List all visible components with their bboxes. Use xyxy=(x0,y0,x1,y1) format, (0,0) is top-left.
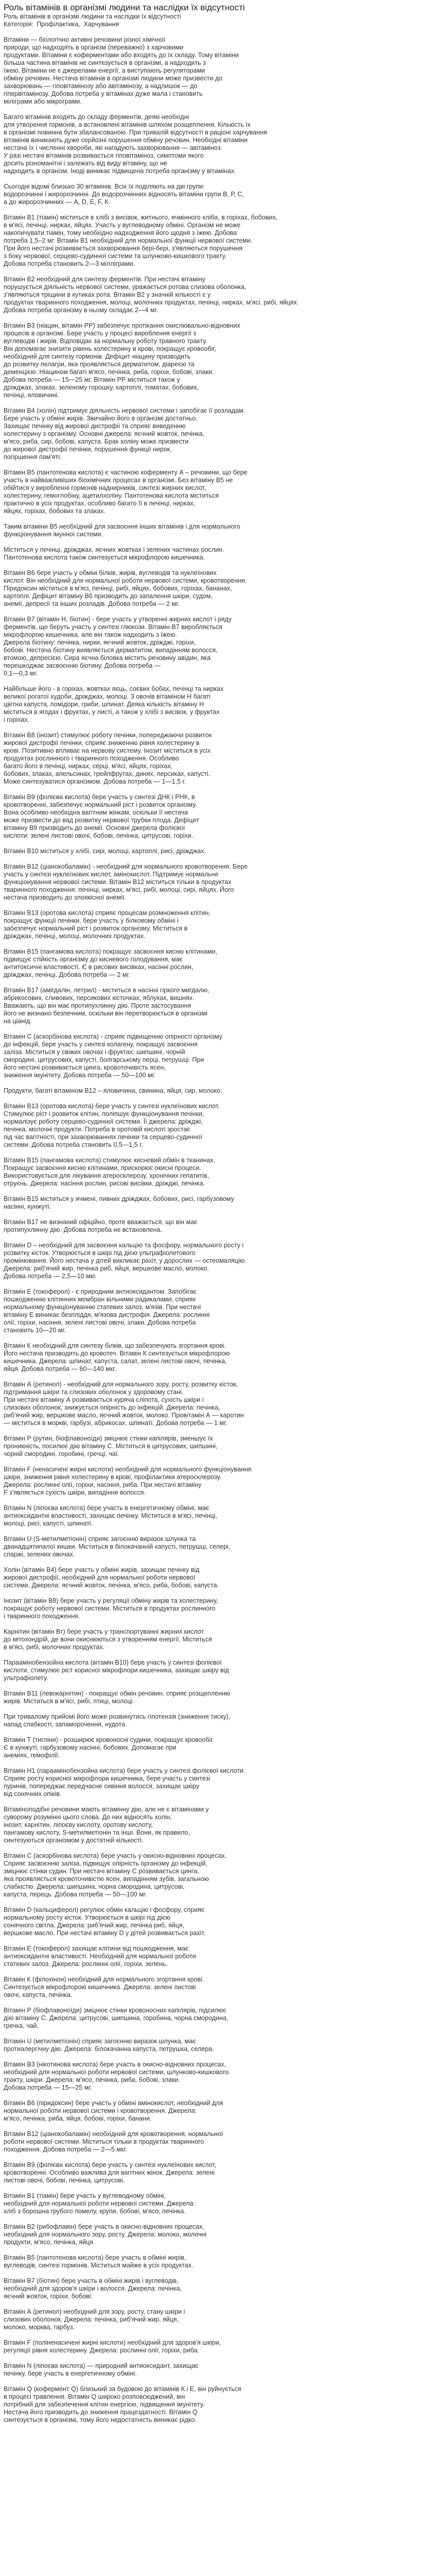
paragraph: Вітаміноподібні речовини мають вітамінну дію, але не є вітамінами у суворому розумінні цього слова. До них відносять холін, інозит, карнітин, ліпоєву кислоту, оротову кислоту, пангамову кислоту, S-метилметіонін та інші. Вони, як правило, синтезуються організмом у достатній кількості. xyxy=(4,1806,209,1844)
paragraph: Вітамін В8 (інозит) стимулює роботу печінки, попереджаючи розвиток жирової дистрофії печінки, сприяє зниженню рівня холестерину в крові. Позитивно впливає на нервову систему. Інозит міститься в усіх продуктах рослинного і тваринного походження. Особливо багато його в печінці, нирках, серці, м'ясі, яйцях, горіхах, бобових, злаках, апельсинах, грейпфрутах, динях, персиках, капусті. Може синтезуватися організмом. Добова потреба — 1—1,5 г. xyxy=(4,732,212,785)
paragraph: Вітамін В1 (тіамін) міститься в хлібі з висівок, житнього, ячмінного хліба, в горіхах, бобових, в м'ясі, печінці, нирках, яйцях. Участь у вуглеводному обміні. Організм не може накопичувати тіамін, тому необхідно надходження його щодня з їжею. Добова потреба 1,5–2 мг. Вітамін В1 необхідний для нормальної функції нервової системи. При його нестачі розвивається захворювання бері-бері, з'являються порушення з боку нервової, серцево-судинної системи та шлунково-кишкового тракту. Добова потреба становить 2—3 мілліграми. xyxy=(4,214,278,267)
paragraph: Вітамін D – необхідний для засвоєння кальцію та фосфору, нормального росту і розвитку кісток. Утворюється в шкірі під дією ультрафіолетового промінювання. Його нестача у дітей викликає рахіт, у дорослих — остеомаляцію. Джерела: риб'ячий жир, печінка риб, яйця, вершкове масло, молоко. Добова потреба — 2,5—10 мкг. xyxy=(4,1242,247,1280)
paragraph: Вітамін В1 (тіамін) бере участь у вуглеводному обміні, необхідний для нормальної роботи нервової системи. Джерела: хліб з борошна грубого помелу, крупи, бобові, м'ясо, печінка. xyxy=(4,2192,196,2215)
paragraph: Вітамін В13 (оротова кислота) бере участь у синтезі нуклеїнових кислот. Стимулює ріст і розвиток клітин, поліпшує функціонування печінки, нормалізує роботу серцево-судинної системи. Її джерела: дріжджі, печінка, молочні продукти. Потреба в оротовій кислоті зростає під час вагітності, при захворюваннях печінки та серцево-судинної системи. Добова потреба становить 0,5—1,5 г. xyxy=(4,1103,220,1148)
paragraph: Вітамін В3 (ніацин, вітамін РР) забезпечує протікання окислювально-відновних процесів в організмі. Бере участь у процесі вироблення енергії з вуглеводів і жирів. Відповідає за нормальну роботу травного тракту. Він допомагає знизити рівень холестерину в крові, покращує кровообіг, необхідний для синтезу гормонів. Дефіцит ніацину призводить до розвитку пелагри, яка проявляється дерматитом, діареєю та деменцією. Ніацином багаті м'ясо, печінка, риба, горіхи, бобові, злаки. Добова потреба — 15—25 мг. Вітамін РР міститься також у дріжджах, злаках, зеленому горошку, картоплі, томатах, бобових, печінці, яловичині. xyxy=(4,322,240,399)
paragraph: При тривалому прийомі його може розвинутись гіпотензія (зниження тиску), напад слабкості, запаморочення, нудота. xyxy=(4,1713,231,1728)
paragraph: Вітамін В9 (фолієва кислота) бере участь у синтезі нуклеїнових кислот, кровотворенні. Особливо важлива для вагітних жінок. Джерела: зелені листові овочі, бобові, печінка, цитрусові. xyxy=(4,2161,217,2184)
paragraph: Вітамін В15 (пангамова кислота) покращує засвоєння кисню клітинами, підвищує стійкість організму до кисневого голодування, має антитоксичні властивості. Є в рисових висівках, насінні рослин, дріжджах, печінці. Добова потреба — 2 мг. xyxy=(4,948,217,978)
paragraph: Вітамін Р (біофлавоноїди) зміцнює стінки кровоносних капілярів, підсилює дію вітаміну С. Джерела: цитрусові, шипшина, горобина, чорна смородина, гречка, чай. xyxy=(4,2007,229,2029)
paragraph: Вітамін С (аскорбінова кислота) бере участь у окисно-відновних процесах. Сприяє засвоєнню заліза, підвищує опірність організму до інфекцій, зміцнює стінки судин. При нестачі вітаміну С розвивається цинга, яка проявляється кровоточивістю ясен, випадінням зубів, загальною слабкістю. Джерела: шипшина, чорна смородина, цитрусові, капуста, перець. Добова потреба — 50—100 мг. xyxy=(4,1852,227,1898)
paragraph: Холін (вітамін В4) бере участь у обміні жирів, захищає печінку від жирової дистрофії, необхідний для нормальної роботи нервової системи. Джерела: яєчний жовток, печінка, м'ясо, риба, бобові, капуста. xyxy=(4,1566,219,1589)
paragraph: Вітамін Р (рутин, біофлавоноїди) зміцнює стінки капілярів, зменшує їх проникність, посилює дію вітаміну С. Міститься в цитрусових, шипшині, чорній смородині, горобині, гречці, чаї. xyxy=(4,1435,218,1458)
paragraph: Вітамін В12 (ціанокобаламін) необхідний для кровотворення, нормальної роботи нервової системи. Міститься тільки в продуктах тваринного походження. Добова потреба — 2—5 мкг. xyxy=(4,2130,223,2153)
paragraph: Вітамін Е (токоферол) захищає клітини від пошкодження, має антиоксидантні властивості. Необхідний для нормальної роботи статевих залоз. Джерела: рослинні олії, горіхи, зелень. xyxy=(4,1945,196,1968)
category-link-prevention[interactable]: Профілактика xyxy=(37,21,79,28)
paragraph: Вітамін В6 бере участь у обміні білків, жирів, вуглеводів та нуклеїнових кислот. Він необхідний для нормальної роботи нервової системи, кровотворення. Піридоксин міститься в м'ясі, печінці, рибі, яйцях, бобових, горіхах, бананах, картоплі. Дефіцит вітаміну В6 призводить до запалення шкіри, судом, анемії, депресії та інших розладів. Добова потреба — 2 мг. xyxy=(4,569,247,607)
paragraph: Вітамін К (філохінон) необхідний для нормального згортання крові. Синтезується мікрофлорою кишечника. Джерела: зелені листові овочі, капуста, печінка. xyxy=(4,1976,204,1998)
paragraph: Міститься у печінці, дріжджах, яєчних жовтках і зелених частинах рослин. Пантотенова кислота також синтезується мікрофлорою кишечника. xyxy=(4,546,224,561)
paragraph: Вітаміни — біологічно активні речовини різної хімічної природи, що надходять в організм (переважно) з харчовими продуктами. Вітаміни є коферментами або входять до їх складу. Тому вітаміни більша частина вітамінів не синтезується в організмі, а надходить з їжею. Вітаміни не є джерелами енергії, а виступають регуляторами обміну речовин. Нестача вітамінів в організмі людини може призвести до захворювань — гіповітамінозу або авітамінозу, а надлишок — до гіпервітамінозу. Добова потреба у вітамінах дуже мала і становить міліграми або мікрограми. xyxy=(4,36,239,105)
paragraph: Вітамін В11 (левокарнітин) - покращує обмін речовин, сприяє розщепленню жирів. Міститься в м'ясі, рибі, птиці, молоці. xyxy=(4,1690,231,1705)
paragraph: Продукти, багаті вітаміном В12 – яловичина, свинина, яйця, сир, молоко. xyxy=(4,1087,222,1094)
paragraph: Вітамін Т (тигліни) - розширює кровоносні судини, покращує кровообіг. Є в кунжуті, гарбузовому насінні, бобових. Допомагає при анеміях, гемофілії. xyxy=(4,1736,214,1759)
paragraph: Вітамін В2 необхідний для синтезу ферментів. При нестачі вітаміну порушується діяльність нервової системи, уражається ротова слизова оболонка, з'являються тріщини в кутиках рота. Вітамін В2 у значній кількості є у продуктах тваринного походження, молоці, молочних продуктах, печінці, нирках, м'ясі, рибі, яйцях. Добова потреба організму в ньому складає 2—4 мг. xyxy=(4,276,299,314)
paragraph: Вітамін В12 (ціанокобаламін) - необхідний для нормального кровотворення. Бере участь у синтезі нуклеїнових кислот, амінокислот. Підтримує нормальне функціонування нервової системи. Вітамін В12 міститься тільки в продуктах тваринного походження: печінці, нирках, м'ясі, рибі, молоці, сирі, яйцях. Його нестача призводить до злоякісної анемії. xyxy=(4,863,248,901)
paragraph: Вітамін В5 (пантотенова кислота) бере участь в обміні жирів, вуглеводів, синтезі гормонів. Міститься майже в усіх продуктах. xyxy=(4,2254,194,2269)
paragraph: Вітамін В4 (холін) підтримує діяльність нервової системи і запобігає її розладам. Бере участь у обміні жирів. Звичайно його в організмі достатньо. Захищає печінку від жирової дистрофії та сприяє виведенню холестерину з організму. Основні джерела: яєчний жовток, печінка, м'ясо, риба, сир, бобові, капуста. Брак холіну може призвести до жирової дистрофії печінки, порушення функції нирок, погіршення пам'яті. xyxy=(4,407,246,461)
article-categories xyxy=(4,21,432,28)
paragraph: Карнітин (вітамін Вт) бере участь у транспортуванні жирних кислот до мітохондрій, де вони окиснюються з утворенням енергії. Міститься в м'ясі, рибі, молочних продуктах. xyxy=(4,1628,212,1651)
paragraph: Вітамін В15 (пангамова кислота) стимулює кисневий обмін в тканинах. Покращує засвоєння кисню клітинами, прискорює окисні процеси. Використовується для лікування атеросклерозу, хронічних гепатитів, отруєнь. Джерела: насіння рослин, рисові висівки, дріжджі, печінка. xyxy=(4,1157,215,1187)
article-subtitle: Роль вітамінів в організмі людини та наслідки їх відсутності xyxy=(4,13,181,20)
paragraph: Вітамін С (аскорбінова кислота) - сприяє підвищенню опірності організму до інфекцій, бере участь у синтезі колагену, покращує засвоєння заліза. Міститься у свіжих овочах і фруктах: шипшині, чорній смородині, цитрусових, капусті, болгарському перці, петрушці. При його нестачі розвивається цинга, кровоточивість ясен, зниження імунітету. Добова потреба — 50—100 мг. xyxy=(4,1033,222,1079)
paragraph: Вітамін В13 (оротова кислота) сприяє процесам розмноження клітин, покращує функції печінки, бере участь у білковому обміні і забезпечує нормальний ріст і розвиток організму. Міститься в дріжджах, печінці, молоці, молочних продуктах. xyxy=(4,909,211,940)
paragraph: Вітамін В17 (амігдалін, летрил) - міститься в насінні гіркого мигдалю, абрикосових, сливових, персикових кісточках, яблуках, вишнях. Вважають, що він має протипухлинну дію. Проте застосування його не визнано безпечним, оскільки він перетворюється в організмі на ціанід. xyxy=(4,987,210,1025)
paragraph: Вітамін В7 (вітамін Н, біотин) - бере участь у утворенні жирних кислот і ряду ферментів, що беруть участь у синтезі глюкози. Вітамін В7 виробляється мікрофлорою кишечника, але він також надходить з їжею. Джерела біотину: печінка, нирки, яєчний жовток, дріжджі, горіхи, бобові. Нестача біотину виявляється дерматитом, випадінням волосся, втомою, депресією. Сира яєчна біловка містить речовину авідин, яка перешкоджає засвоєнню біотину. Добова потреба — 0,1—0,3 мг. xyxy=(4,616,232,677)
paragraph: Сьогодні відомі близько 30 вітамінів. Всіх їх поділяють на дві групи: водорозчинні і жиророзчинні. До водорозчинних відносять вітаміни групи В, Р, С, а до жиророзчинних — А, D, Е, F, К. xyxy=(4,183,244,206)
paragraph: Вітамін В6 (піридоксин) бере участь у обміні амінокислот, необхідний для нормальної роботи нервової системи і кровотворення. Джерела: м'ясо, печінка, риба, яйця, бобові, горіхи, банани. xyxy=(4,2099,223,2122)
paragraph: Вітамін В2 (рибофлавін) бере участь в окисно-відновних процесах, необхідний для нормального зору, росту. Джерела: молоко, молочні продукти, м'ясо, печінка, яйця. xyxy=(4,2223,207,2246)
paragraph: Вітамін В9 (фолієва кислота) бере участь у синтезі ДНК і РНК, в кровотворенні, забезпечує нормальний ріст і розвиток організму. Вона особливо необхідна вагітним жінкам, оскільки її нестача може призвести до вад розвитку нервової трубки плода. Дефіцит вітаміну В9 призводить до анемії. Основні джерела фолієвої кислоти: зелені листові овочі, бобові, печінка, цитрусові, горіхи. xyxy=(4,793,199,839)
paragraph: Вітамін Н1 (параамінобензойна кислота) бере участь у синтезі фолієвої кислоти. Сприяє росту корисної мікрофлори кишечника, бере участь у синтезі пуринів, попереджає передчасне сивіння волосся, захищає шкіру від сонячних опіків. xyxy=(4,1767,246,1798)
paragraph: Вітамін В3 (нікотинова кислота) бере участь в окисно-відновних процесах, необхідний для нормальної роботи нервової системи, шлунково-кишкового тракту, шкіри. Джерела: м'ясо, печінка, риба, бобові, злаки. Добова потреба — 15—25 мг. xyxy=(4,2061,229,2091)
paragraph: Інозит (вітамін В8) бере участь у регуляції обміну жирів та холестерину, покращує роботу нервової системи. Міститься в продуктах рослинного і тваринного походження. xyxy=(4,1597,218,1620)
paragraph: Вітамін U (S-метилметіонін) сприяє загоєнню виразок шлунка та дванадцятипалої кишки. Міститься в білокачанній капусті, петрушці, селері, спаржі, зелених овочах. xyxy=(4,1535,231,1558)
paragraph: Вітамін А (ретинол) - необхідний для нормального зору, росту, розвитку кісток, підтримання шкіри та слизових оболонок у здоровому стані. При нестачі вітаміну А розвивається куряча сліпота, сухість шкіри і слизових оболонок, знижується опірність до інфекцій. Джерела: печінка, риб'ячий жир, вершкове масло, яєчний жовток, молоко. Провітамін А — каротин — міститься в моркві, гарбузі, абрикосах, шпинаті. Добова потреба — 1 мг. xyxy=(4,1381,244,1427)
article-title: Роль вітамінів в організмі людини та наслідки їх відсутності xyxy=(4,3,245,12)
paragraph: Вітамін А (ретинол) необхідний для зору, росту, стану шкіри і слизових оболонок. Джерела: печінка, риб'ячий жир, яйця, молоко, морква, гарбуз. xyxy=(4,2308,185,2331)
paragraph: Вітамін N (ліпоєва кислота) бере участь в енергетичному обміні, має антиоксидантні властивості, захищає печінку. Міститься в м'ясі, печінці, молоці, рисі, капусті, шпинаті. xyxy=(4,1504,217,1527)
paragraph: Вітамін В10 міститься у хлібі, сирі, молоці, картоплі, рисі, дріжджах. xyxy=(4,848,206,855)
paragraph: Багато вітамінів входять до складу ферментів, деякі необхідні для утворення гормонів, а встановлені вітамінів шляхом розщеплення. Кількість їх в організмі повинна бути збалансованою. При тривалій відсутності в раціоні харчування вітамінів виникають дуже серйозні порушення обміну речовин. Необхідні вітаміни нестача їх і численні хвороби, які нагадують захворювання — авітаміноз. У разі нестачі вітамінів розвивається гіповітаміноз, симптоми якого досить різноманітні і залежать від виду вітаміну, що не надходить в організм. Іноді виникає підвищена потреба організму у вітамінах. xyxy=(4,113,267,175)
paragraph: Вітамін F (ненасичені жирні кислоти) необхідний для нормального функціонування шкіри, зниження рівня холестерину в крові, профілактики атеросклерозу. Джерела: рослинні олії, горіхи, насіння, риба. При нестачі вітаміну F з'являється сухість шкіри, випадіння волосся. xyxy=(4,1466,252,1496)
paragraph: Вітамін N (ліпоєва кислота) — природний антиоксидант, захищає печінку, бере участь в енергетичному обміні. xyxy=(4,2362,199,2377)
categories-label: Категорія: xyxy=(4,21,33,28)
paragraph: Вітамін В17 не визнаний офіційно, проте вважається, що він має протипухлинну дію. Добова потреба не встановлена. xyxy=(4,1218,198,1233)
paragraph: Вітамін U (метилметіонін) сприяє загоєнню виразок шлунка, має протиалергічну дію. Джерела: білокачанна капуста, петрушка, селера. xyxy=(4,2038,214,2053)
paragraph: Параамінобензойна кислота (вітамін В10) бере участь у синтезі фолієвої кислоти, стимулює ріст корисної мікрофлори кишечника, захищає шкіру від ультрафіолету. xyxy=(4,1659,229,1682)
paragraph: Вітамін F (поліненасичені жирні кислоти) необхідний для здоров'я шкіри, регуляції рівня холестерину. Джерела: рослинні олії, горіхи, риба. xyxy=(4,2339,221,2354)
category-separator: , xyxy=(78,21,80,28)
paragraph: Найбільше його - в горіхах, жовтках яєць, соєвих бобах, печінці та нирках великої рогатої худоби, дріжджах, молоці. З овочів вітаміном Н багаті цвітна капуста, помідори, гриби, шпинат. Деяка кількість вітаміну Н міститься в ягодах і фруктах, у листі, а також у хлібі з висівок, у фруктах і горіхах. xyxy=(4,685,224,723)
paragraph: Вітамін В15 міститься у ячмені, пивних дріжджах, бобових, рисі, гарбузовому насінні, кунжуті. xyxy=(4,1195,234,1210)
paragraph: Вітамін В7 (біотин) бере участь в обміні жирів і вуглеводів, необхідний для здоров'я шкіри і волосся. Джерела: печінка, яєчний жовток, горіхи, бобові. xyxy=(4,2277,182,2300)
paragraph: Вітамін Q (кофермент Q) близький за будовою до вітамінів К і Е, він руйнується в процесі травлення. Вітамін Q широко розповсюджений, він потрібний для забезпечення клітин енергією, підвищення імунітету. Нестача його призводить до зниження працездатності. Вітамін Q синтезується в організмі, тому його недостатність виникає рідко. xyxy=(4,2385,241,2424)
paragraph: Вітамін В5 (пантотенова кислота) є частиною коферменту А – речовини, що бере участь в найважливіших біохімічних процесах в організмі. Без вітаміну В5 не обійтися у виробленні гормонів наднирників, синтезі жирних кислот, холестерину, гемоглобіну, ацетилхоліну. Пантотенова кислота міститься практично в усіх продуктах, особливо багато її в печінці, нирках, яйцях, горіхах, бобових та злаках. xyxy=(4,469,248,515)
paragraph: Таким вітаміни В5 необхідний для засвоєння інших вітамінів і для нормального функціонування імунної системи. xyxy=(4,523,240,538)
category-link-nutrition[interactable]: Харчування xyxy=(83,21,119,28)
article-body xyxy=(4,36,432,2424)
paragraph: Вітамін Е (токоферол) - є природним антиоксидантом. Запобігає пошкодженню клітинних мембран вільними радикалами, сприяє нормальному функціонуванню статевих залоз, м'язів. При нестачі вітаміну Е виникає безпліддя, м'язова дистрофія. Джерела: рослинні олії, горіхи, насіння, зелені листові овочі, злаки. Добова потреба становить 10—20 мг. xyxy=(4,1288,210,1334)
paragraph: Вітамін D (кальциферол) регулює обмін кальцію і фосфору, сприяє нормальному росту кісток. Утворюється в шкірі під дією сонячного світла. Джерела: риб'ячий жир, печінка риб, яйця, вершкове масло. При нестачі вітаміну D у дітей розвивається рахіт. xyxy=(4,1906,206,1937)
paragraph: Вітамін К необхідний для синтезу білків, що забезпечують згортання крові. Його нестача призводить до кровотеч. Вітамін К синтезується мікрофлорою кишечника. Джерела: шпинат, капуста, салат, зелені листові овочі, печінка, яйця. Добова потреба — 60—140 мкг. xyxy=(4,1342,230,1372)
